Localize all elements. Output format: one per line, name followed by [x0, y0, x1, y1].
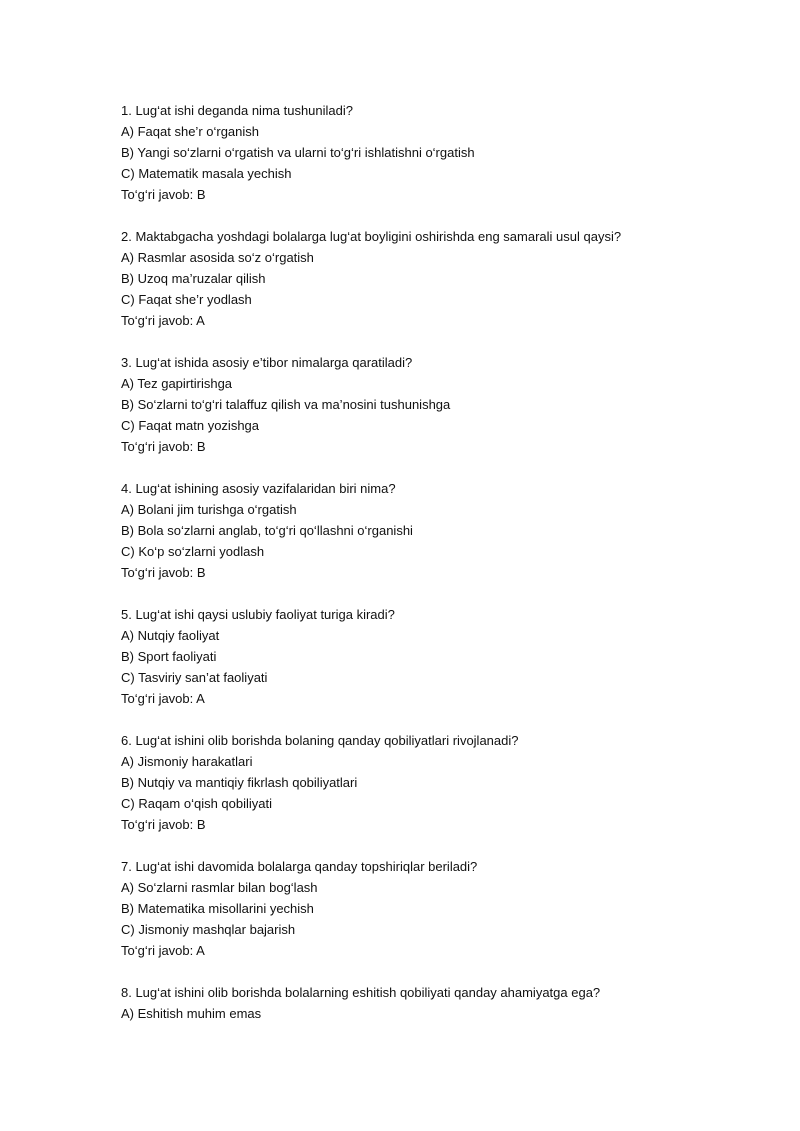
option-a: A) Eshitish muhim emas	[121, 1006, 262, 1021]
question-text: 5. Lug‘at ishi qaysi uslubiy faoliyat turiga kiradi?	[121, 607, 395, 622]
question-block-3	[121, 352, 741, 457]
option-b: B) Yangi so‘zlarni o‘rgatish va ularni to‘g‘ri ishlatishni o‘rgatish	[121, 145, 475, 160]
option-c: C) Ko‘p so‘zlarni yodlash	[121, 544, 265, 559]
document-page	[121, 100, 741, 1045]
correct-answer: To‘g‘ri javob: B	[121, 565, 206, 580]
question-block-7	[121, 856, 741, 961]
option-c: C) Jismoniy mashqlar bajarish	[121, 922, 296, 937]
option-c: C) Tasviriy san’at faoliyati	[121, 670, 268, 685]
correct-answer: To‘g‘ri javob: B	[121, 439, 206, 454]
correct-answer: To‘g‘ri javob: A	[121, 943, 205, 958]
question-text: 2. Maktabgacha yoshdagi bolalarga lug‘at boyligini oshirishda eng samarali usul qaysi?	[121, 229, 622, 244]
option-b: B) Bola so‘zlarni anglab, to‘g‘ri qo‘llashni o‘rganishi	[121, 523, 413, 538]
question-text: 7. Lug‘at ishi davomida bolalarga qanday topshiriqlar beriladi?	[121, 859, 478, 874]
correct-answer: To‘g‘ri javob: A	[121, 691, 205, 706]
correct-answer: To‘g‘ri javob: B	[121, 187, 206, 202]
question-text: 6. Lug‘at ishini olib borishda bolaning qanday qobiliyatlari rivojlanadi?	[121, 733, 519, 748]
question-block-2	[121, 226, 741, 331]
question-text: 3. Lug‘at ishida asosiy e’tibor nimalarga qaratiladi?	[121, 355, 413, 370]
option-c: C) Faqat matn yozishga	[121, 418, 260, 433]
option-c: C) Raqam o‘qish qobiliyati	[121, 796, 273, 811]
question-block-4	[121, 478, 741, 583]
question-block-5	[121, 604, 741, 709]
correct-answer: To‘g‘ri javob: B	[121, 817, 206, 832]
question-text: 1. Lug‘at ishi deganda nima tushuniladi?	[121, 103, 354, 118]
question-block-1	[121, 100, 741, 205]
option-c: C) Faqat she’r yodlash	[121, 292, 252, 307]
question-text: 8. Lug‘at ishini olib borishda bolalarning eshitish qobiliyati qanday ahamiyatga ega?	[121, 985, 601, 1000]
option-a: A) Bolani jim turishga o‘rgatish	[121, 502, 297, 517]
question-block-6	[121, 730, 741, 835]
option-b: B) Nutqiy va mantiqiy fikrlash qobiliyatlari	[121, 775, 358, 790]
option-a: A) So‘zlarni rasmlar bilan bog‘lash	[121, 880, 318, 895]
option-a: A) Faqat she’r o‘rganish	[121, 124, 260, 139]
correct-answer: To‘g‘ri javob: A	[121, 313, 205, 328]
option-a: A) Rasmlar asosida so‘z o‘rgatish	[121, 250, 314, 265]
option-a: A) Nutqiy faoliyat	[121, 628, 220, 643]
option-a: A) Tez gapirtirishga	[121, 376, 233, 391]
option-b: B) Uzoq ma’ruzalar qilish	[121, 271, 266, 286]
option-b: B) Matematika misollarini yechish	[121, 901, 314, 916]
question-text: 4. Lug‘at ishining asosiy vazifalaridan biri nima?	[121, 481, 396, 496]
option-b: B) So‘zlarni to‘g‘ri talaffuz qilish va ma’nosini tushunishga	[121, 397, 451, 412]
option-c: C) Matematik masala yechish	[121, 166, 292, 181]
question-block-8	[121, 982, 741, 1024]
option-a: A) Jismoniy harakatlari	[121, 754, 253, 769]
option-b: B) Sport faoliyati	[121, 649, 217, 664]
